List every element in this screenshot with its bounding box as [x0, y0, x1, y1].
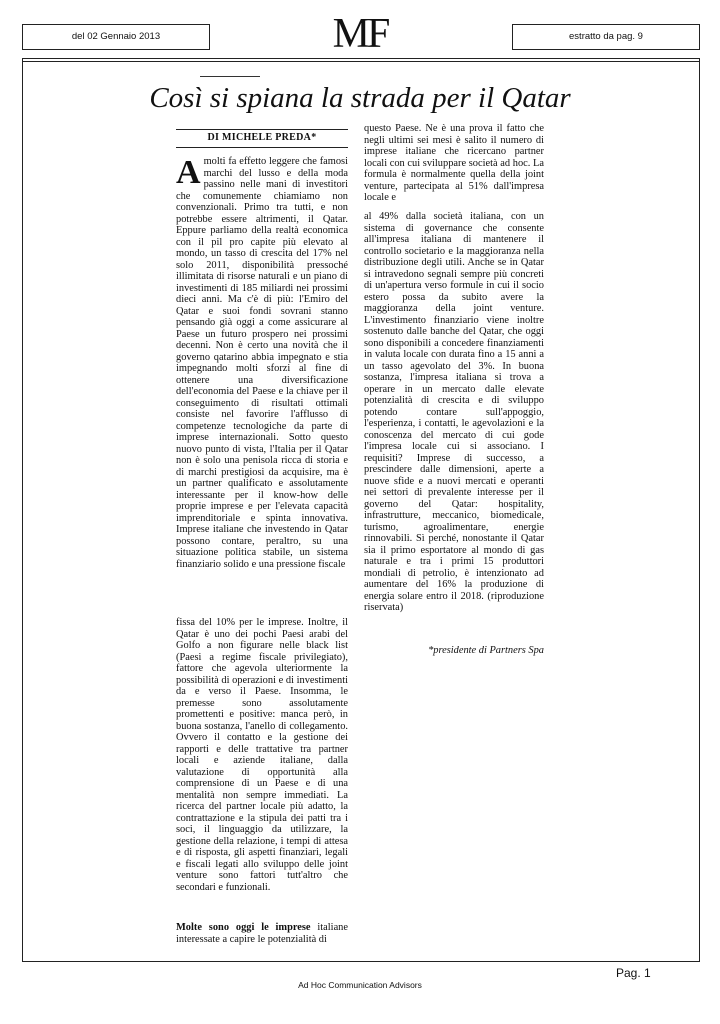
article-headline: Così si spiana la strada per il Qatar [149, 82, 571, 114]
page-reference: estratto da pag. 9 [569, 31, 643, 42]
byline-rule-top [176, 129, 348, 130]
article-frame [22, 58, 700, 962]
paragraph-lead-bold: Molte sono oggi le imprese [176, 922, 311, 933]
author-signature: *presidente di Partners Spa [428, 645, 544, 656]
page-number: Pag. 1 [616, 966, 651, 980]
article-column-2-bottom: al 49% dalla società italiana, con un sistema di governance che consente all'impresa italiana di mantenere il controllo societario e la maggioranza nella distribuzione degli utili. Anche se in Qatar si intravedono segnali sempre più concreti di un'apertura verso formule in cui il socio estero possa da subito avere la maggioranza della joint venture. L'investimento finanziario viene inoltre sostenuto dalle banche del Qatar, che oggi sono disponibili a concedere finanziamenti in valuta locale con durata fino a 15 anni a un tasso agevolato del 3%. In buona sostanza, l'impresa italiana si trova a operare in un mercato dalle elevate potenzialità di crescita e di sviluppo potendo contare sull'appoggio, l'esperienza, i contatti, le agevolazioni e la conoscenza del mercato di cui gode l'impresa locale cui si associano. I requisiti? Imprese di successo, a prescindere dalle dimensioni, aperte a nuove sfide e a nuovi mercati e operanti nei settori di prevalente interesse per il governo del Qatar: hospitality, infrastrutture, meccanico, biomedicale, turismo, agroalimentare, energie rinnovabili. Sì perché, nonostante il Qatar sia il primo esportatore al mondo di gas naturale e tra i primi 15 produttori mondiali di petrolio, è intenzionato ad aumentare del 16% la produzione di energia solare entro il 2018. (riproduzione riservata) [364, 211, 544, 613]
article-column-1-top [176, 156, 348, 616]
article-column-1-last-paragraph [176, 922, 348, 945]
publication-date: del 02 Gennaio 2013 [71, 31, 161, 42]
column-1-text-top: molti fa effetto leggere che famosi marchi del lusso e della moda passino nelle mani di investitori che comunemente chiamiamo non convenzionali. Primo tra tutti, e non potrebbe essere altrimenti, il Qatar. Eppure parliamo della realtà economica con il pil pro capite più elevato al mondo, un tasso di crescita del 17% nel solo 2011, disponibilità pressoché illimitata di risorse naturali e un piano di investimenti di 185 miliardi nei prossimi dieci anni. Ma c'è di più: l'Emiro del Qatar e suoi fondi sovrani stanno pensando già oggi a come assicurare al Paese un futuro prospero nei prossimi decenni. Non è certo una novità che il governo qatarino abbia impegnato e stia impegnando molti sforzi al fine di ottenere una diversificazione dell'economia del Paese e la chiave per il conseguimento di risultati ottimali consiste nel favorire l'afflusso di competenze tecnologiche da parte di imprese internazionali. Sotto questo nuovo punto di vista, l'Italia per il Qatar non è solo una penisola ricca di storia e di marchi prestigiosi da acquisire, ma è un partner qualificato e assolutamente interessante per il know-how delle proprie imprese e per l'elevata capacità imprenditoriale e spinta innovativa. Imprese italiane che investendo in Qatar possono contare, peraltro, su una situazione politica stabile, un sistema finanziario solido e una pressione fiscale [176, 156, 348, 570]
drop-cap: A [176, 154, 201, 191]
article-column-2-top: questo Paese. Ne è una prova il fatto che negli ultimi sei mesi è salito il numero di imprese italiane che ricercano partner locali con cui sviluppare società ad hoc. La formula è normalmente quella della joint venture, partecipata al 51% dall'impresa locale e [364, 123, 544, 203]
page-ref-box [512, 24, 700, 50]
article-byline: DI MICHELE PREDA* [207, 132, 317, 143]
newspaper-logo: MF [332, 11, 388, 57]
decorative-rule [200, 76, 260, 77]
article-column-1-bottom: fissa del 10% per le imprese. Inoltre, il Qatar è uno dei pochi Paesi arabi del Golfo a non figurare nelle black list (Paesi a regime fiscale privilegiato), fattore che agevola ulteriormente la possibilità di operazioni e di investimenti da e verso il Paese. Insomma, le premesse sono assolutamente promettenti e positive: manca però, in buona sostanza, l'anello di collegamento. Ovvero il contatto e la gestione dei rapporti e delle trattative tra partner locali e aziende italiane, dalla valutazione di opportunità alla comprensione di un Paese e di una mentalità non sempre immediati. La ricerca del partner locale più adatto, la contrattazione e la stipula dei patti tra i soci, il linguaggio da utilizzare, la gestione della relazione, i tempi di attesa e di risposta, gli aspetti finanziari, legali e fiscali legati allo sviluppo delle joint venture sono fattori tutt'altro che secondari e funzionali. [176, 617, 348, 893]
frame-double-rule [22, 61, 700, 62]
date-box [22, 24, 210, 50]
byline-rule-bottom [176, 147, 348, 148]
paragraph-lead-rest: italiane interessate a capire le potenzialità di [176, 922, 348, 945]
footer-agency: Ad Hoc Communication Advisors [298, 980, 422, 990]
